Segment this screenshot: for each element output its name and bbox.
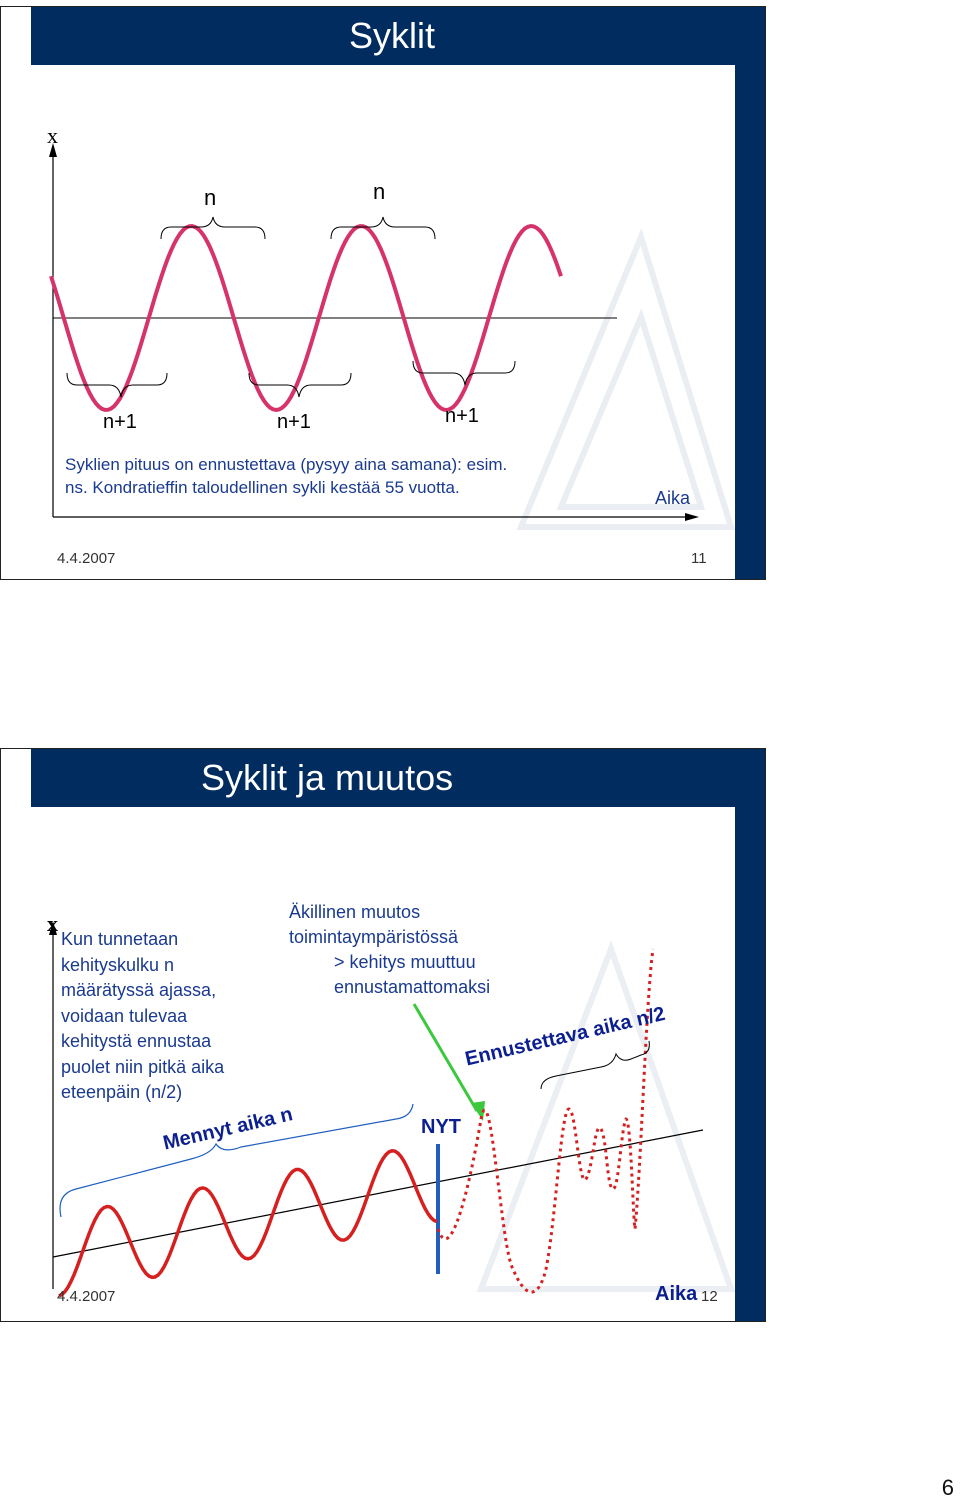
slide-cycles: [0, 6, 766, 580]
top-brace-label-2: n: [373, 179, 386, 204]
time-axis-label: Aika: [655, 488, 691, 508]
now-label: NYT: [421, 1116, 461, 1138]
y-axis-label: x: [47, 123, 58, 148]
change-text-line: > kehitys muuttuu: [334, 952, 476, 972]
time-axis-label: Aika: [655, 1283, 698, 1305]
left-text-line: puolet niin pitkä aika: [61, 1056, 225, 1077]
left-text-line: eteenpäin (n/2): [61, 1082, 183, 1102]
caption-line-1: Syklien pituus on ennustettava (pysyy aina samana): esim.: [65, 455, 508, 474]
bottom-brace-label-1: n+1: [103, 411, 137, 433]
left-text-line: Kun tunnetaan: [61, 929, 179, 949]
change-text-line: toimintaympäristössä: [289, 927, 459, 947]
top-brace-label-1: n: [204, 185, 217, 210]
left-text-line: voidaan tulevaa: [61, 1005, 188, 1026]
past-wave: [59, 1151, 437, 1296]
trend-line: [53, 1130, 703, 1257]
slide-date: 4.4.2007: [57, 1288, 116, 1305]
change-text-line: ennustamattomaksi: [334, 977, 491, 997]
slide-date: 4.4.2007: [57, 550, 116, 567]
time-axis-arrow: [685, 513, 699, 521]
watermark-logo: [521, 237, 731, 527]
slide-cycles-and-change: [0, 748, 766, 1322]
bottom-brace-3: [413, 361, 515, 385]
bottom-brace-label-2: n+1: [277, 411, 311, 433]
left-text-line: kehityskulku n: [61, 954, 175, 975]
caption-line-2: ns. Kondratieffin taloudellinen sykli kestää 55 vuotta.: [65, 478, 460, 497]
slide-title: Syklit ja muutos: [201, 757, 454, 798]
slide-number: 11: [691, 550, 707, 567]
change-text-line: Äkillinen muutos: [289, 902, 421, 922]
page-number: 6: [941, 1475, 954, 1500]
bottom-brace-label-3: n+1: [445, 405, 479, 427]
sudden-change-text: [289, 900, 490, 1000]
left-explanation: [61, 927, 224, 1106]
left-text-line: kehitystä ennustaa: [61, 1031, 212, 1051]
forecast-time-label: Ennustettava aika n/2: [463, 1002, 668, 1071]
y-axis-label: x: [47, 911, 58, 936]
slide-number: 12: [701, 1288, 718, 1305]
left-text-line: määrätyssä ajassa,: [61, 980, 217, 1000]
past-time-label: Mennyt aika n: [161, 1103, 295, 1155]
watermark-logo: [481, 949, 731, 1289]
slide-title: Syklit: [348, 15, 435, 56]
